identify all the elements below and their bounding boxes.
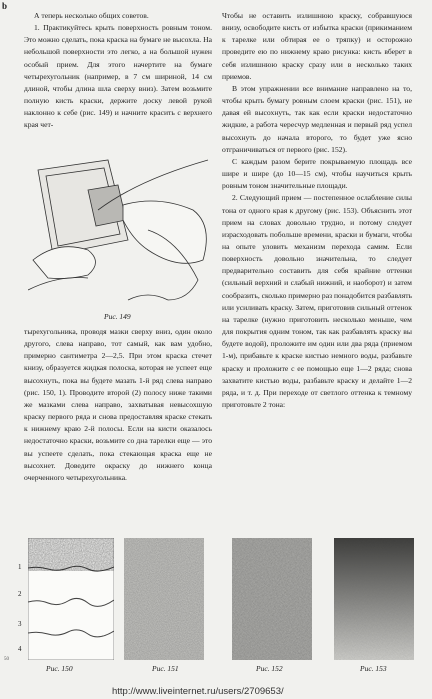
row-label: 1 — [18, 563, 22, 571]
left-column-bottom — [24, 326, 212, 484]
figure-151-even-wash — [124, 538, 204, 660]
figure-150-caption: Рис. 150 — [46, 664, 73, 673]
row-label: 4 — [18, 645, 22, 653]
paragraph: А теперь несколько общих советов. — [34, 11, 149, 20]
paragraph: Чтобы не оставить излишнюю краску, собравшуюся внизу, освободите кисть от избытка краски (прикиманием к тарелке или обтирая ее о тряпку) и осторожно проведите ею по нижнему краю рисунка: кисть вберет в себя излишнюю краску сразу или в несколько таких приемов. — [222, 11, 412, 81]
paragraph: 1. Практикуйтесь крыть поверхность ровным тоном. Это можно сделать, пока краска на бумаге не высохла. На небольшой поверхности это легко, а на большой нужен особый прием. Для этого начертите на бумаге четырехугольник (например, в 7 см шириной, 14 см длиной, чтобы длина шла сверху вниз). Затем возьмите полную кисть краски, держите доску левой рукой наклонно к себе (рис. 149) и начните красить с верхнего края чет- — [24, 23, 212, 130]
row-label: 2 — [18, 590, 22, 598]
figure-153-caption: Рис. 153 — [360, 664, 387, 673]
figure-151-caption: Рис. 151 — [152, 664, 179, 673]
left-column-top — [24, 10, 212, 132]
paragraph: В этом упражнении все внимание направлено на то, чтобы крыть бумагу ровным слоем краски (рис. 151), не давая ей высохнуть, так как если краски недостаточно жидкие, а работа чересчур медленная и первый ряд успел высохнуть до начала второго, то будет уже ясно отграничиваться от первого (рис. 152). — [222, 83, 412, 154]
paragraph: 2. Следующий прием — постепенное ослабление силы тона от одного края к другому (рис. 153). Объяснить этот прием на словах довольно трудно, и потому следует израсходовать побольше времени, краски и бумаги, чтобы на опыте уловить механизм перехода самим. Если поверхность довольно значительна, то следует предварительно составить для себя крайние оттенки (сильный верхний и слабый нижний, и наоборот) и затем сообразить, сколько примерно раз понадобится разбавлять или усиливать краску. Затем, приготовив сильный оттенок на тарелке (нужно приготовить несколько меньше, чем для покрытия одним тоном, так как разбавлять краску вы будете водой), проложите им один или два ряда (приемом 1-м), прибавьте к краске кистью немного воды, разбавьте краску и проложите с ее помощью еще 1—2 ряда; снова захватите кистью воды, разбавьте краску и делайте 1—2 ряда, и т. д. При переходе от светлого оттенка к темному приготовьте 2 тона: — [222, 193, 412, 409]
figure-149-caption: Рис. 149 — [104, 312, 131, 321]
figure-150-wash-strip — [28, 538, 114, 660]
paragraph: С каждым разом берите покрываемую площадь все шире и шире (до 10—15 см), чтобы научиться крыть ровным тоном значительные площади. — [222, 156, 412, 191]
right-column — [222, 10, 412, 411]
paragraph: тырехугольника, проводя мазки сверху вниз, один около другого, слева направо, тот самый, как вам удобно, примерно сантиметра 2—2,5. При этом краска стечет книзу, образуется жидкая полоска, которая не успеет еще высохнуть, пока вы будете мазать 1-й ряд слева направо (рис. 150, 1). Проводите второй (2) полосу ниже такими же мазками слева направо, захватывая невысохшую краску первого ряда и снова предоставляя краске стекать к нижнему краю 2-й полосы. Если на кисти оказалось недостаточно краски, возьмите со дна тарелки еще — это вы успеете сделать, пока стекающая краска еще не высохнет. Доведите окраску до нижнего конца очерченного четырехугольника. — [24, 327, 212, 482]
figure-149-hands-drawing — [28, 150, 216, 310]
footer-url: http://www.liveinternet.ru/users/2709653/ — [112, 686, 284, 697]
figure-152-caption: Рис. 152 — [256, 664, 283, 673]
figure-153-graded-wash — [334, 538, 414, 660]
figure-152-banded-wash — [232, 538, 312, 660]
corner-mark: b — [2, 1, 8, 11]
row-label: 3 — [18, 620, 22, 628]
page-number: 50 — [4, 657, 9, 662]
